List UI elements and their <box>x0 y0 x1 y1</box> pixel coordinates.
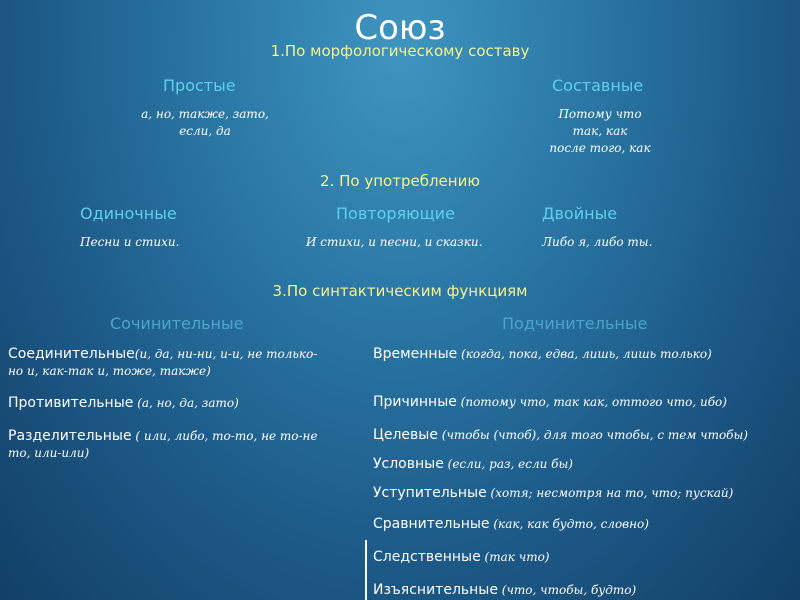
subordinating-item <box>373 549 798 566</box>
double-label: Двойные <box>542 204 618 223</box>
coordinating-item <box>8 395 358 412</box>
section2-heading: 2. По употреблению <box>320 172 480 190</box>
item-examples: (а, но, да, зато) <box>133 396 239 410</box>
subordinating-item <box>373 427 798 444</box>
item-examples: ( или, либо, то-то, не то-не <box>131 429 318 443</box>
subordinating-item <box>373 485 798 502</box>
compound-example-line: после того, как <box>549 141 651 155</box>
item-name: Соединительные <box>8 346 135 362</box>
simple-examples <box>120 106 290 140</box>
compound-label: Составные <box>552 76 644 95</box>
item-name: Изъяснительные <box>373 582 498 598</box>
item-examples: (и, да, ни-ни, и-и, не только- <box>134 347 318 361</box>
compound-example-line: Потому что <box>558 107 642 121</box>
repeating-label: Повторяющие <box>336 204 455 223</box>
item-name: Сравнительные <box>373 516 490 532</box>
item-name: Разделительные <box>8 428 132 444</box>
single-label: Одиночные <box>80 204 177 223</box>
subordinating-header: Подчинительные <box>502 314 648 333</box>
column-divider <box>365 540 367 600</box>
item-examples: (если, раз, если бы) <box>443 457 573 471</box>
simple-example-line: а, но, также, зато, <box>141 107 269 121</box>
coordinating-item <box>8 428 358 462</box>
slide-title: Союз <box>354 8 446 48</box>
item-name: Следственные <box>373 549 481 565</box>
item-name: Причинные <box>373 394 457 410</box>
item-examples: (что, чтобы, будто) <box>497 583 637 597</box>
simple-label: Простые <box>163 76 236 95</box>
item-name: Условные <box>373 456 444 472</box>
compound-examples <box>520 106 680 157</box>
subordinating-item <box>373 394 798 411</box>
coordinating-header: Сочинительные <box>110 314 244 333</box>
simple-example-line: если, да <box>179 124 231 138</box>
double-example: Либо я, либо ты. <box>542 235 653 249</box>
single-example: Песни и стихи. <box>80 235 180 249</box>
repeating-example: И стихи, и песни, и сказки. <box>306 235 483 249</box>
item-examples: (чтобы (чтоб), для того чтобы, с тем чтобы) <box>437 428 748 442</box>
subordinating-item <box>373 456 798 473</box>
section1-heading: 1.По морфологическому составу <box>270 42 530 60</box>
item-examples: (хотя; несмотря на то, что; пускай) <box>486 486 734 500</box>
subordinating-item <box>373 516 798 533</box>
subordinating-item <box>373 582 798 599</box>
item-examples: но и, как-так и, тоже, также) <box>8 364 211 378</box>
subordinating-item <box>373 346 798 363</box>
item-examples: (так что) <box>480 550 550 564</box>
compound-example-line: так, как <box>572 124 628 138</box>
item-name: Целевые <box>373 427 438 443</box>
coordinating-item <box>8 346 358 380</box>
item-name: Уступительные <box>373 485 487 501</box>
item-examples: (когда, пока, едва, лишь, лишь только) <box>457 347 712 361</box>
item-name: Противительные <box>8 395 134 411</box>
item-examples: (потому что, так как, оттого что, ибо) <box>456 395 727 409</box>
item-examples: (как, как будто, словно) <box>489 517 649 531</box>
section3-heading: 3.По синтактическим функциям <box>272 282 528 300</box>
item-name: Временные <box>373 346 458 362</box>
item-examples: то, или-или) <box>8 446 90 460</box>
